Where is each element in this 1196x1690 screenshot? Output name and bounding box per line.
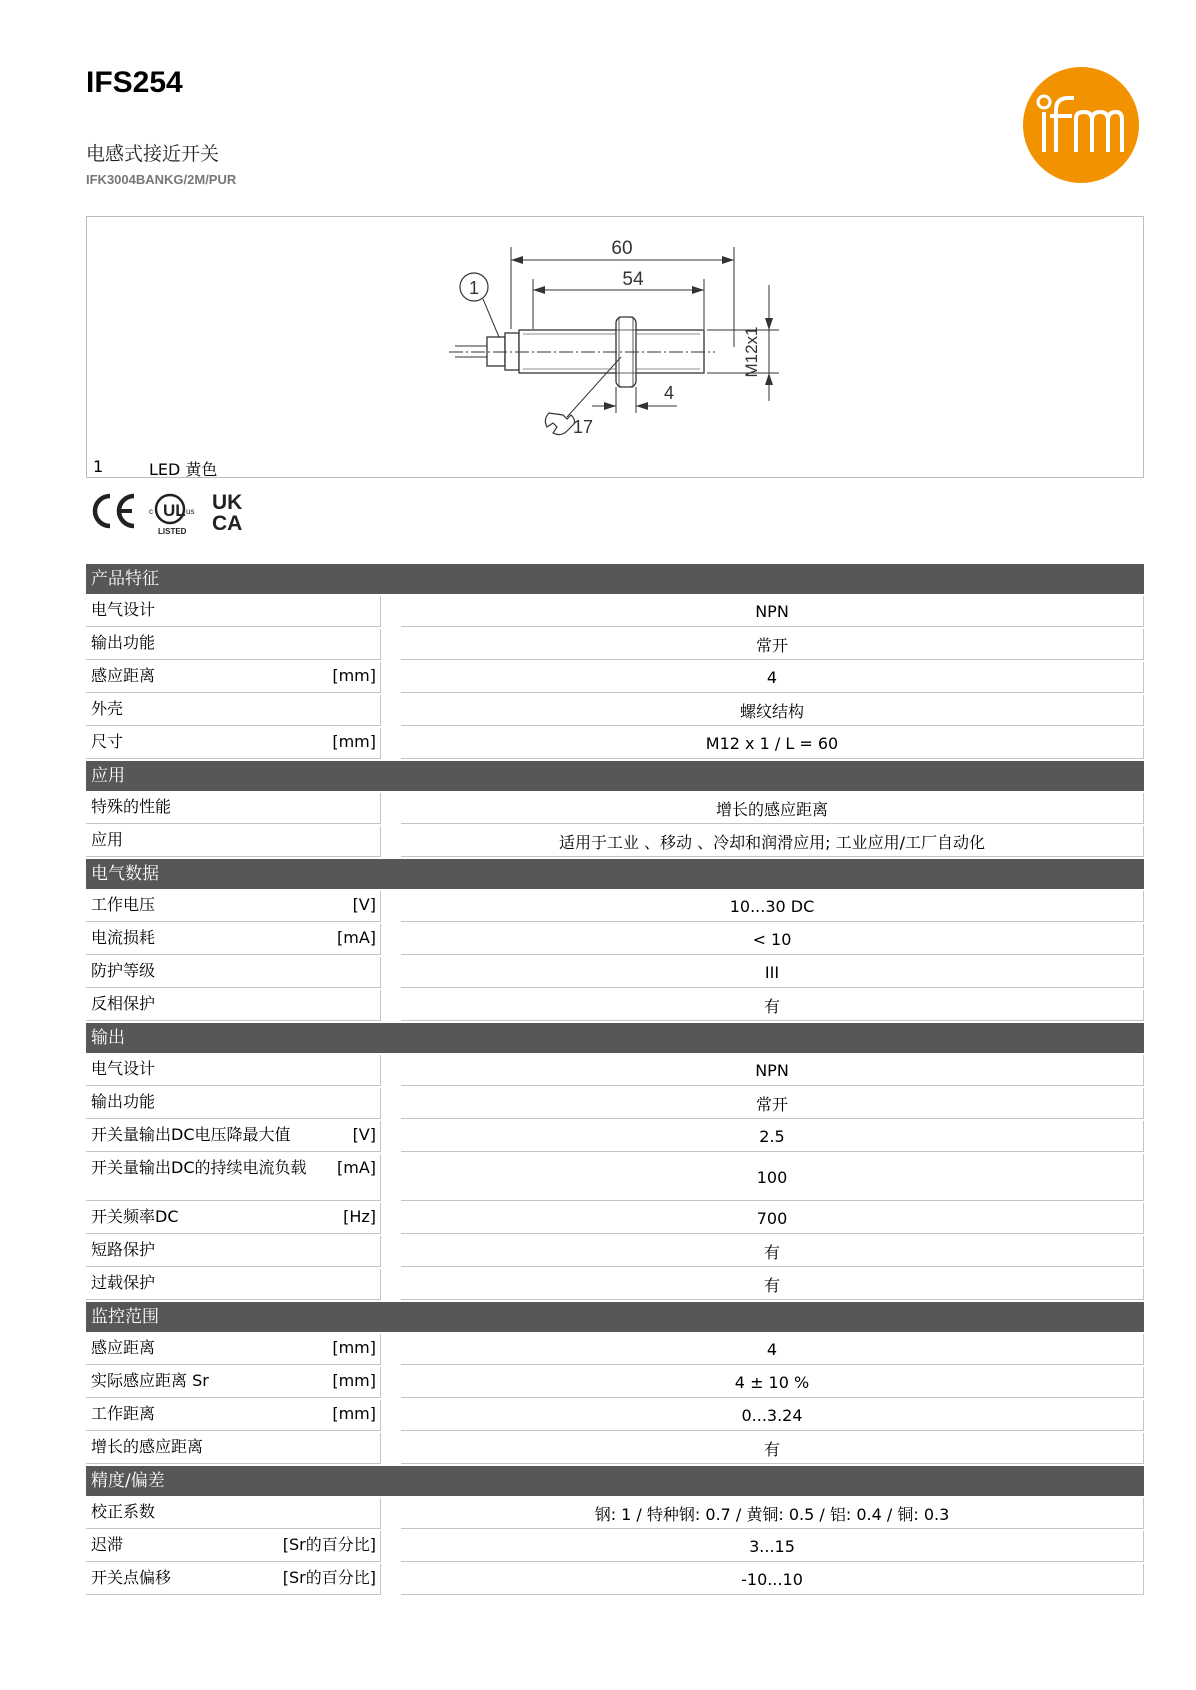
spec-row bbox=[86, 1564, 1144, 1595]
spec-value: 2.5 bbox=[401, 1121, 1144, 1152]
spec-label-cell bbox=[86, 1334, 381, 1365]
spec-label: 感应距离 bbox=[91, 1338, 156, 1357]
spec-label-cell bbox=[86, 629, 381, 660]
spec-value: 有 bbox=[401, 990, 1144, 1021]
spec-label: 实际感应距离 Sr bbox=[91, 1371, 209, 1390]
spec-label-cell bbox=[86, 1203, 381, 1234]
svg-text:UK: UK bbox=[212, 491, 243, 514]
spec-label-cell bbox=[86, 793, 381, 824]
callout-number: 1 bbox=[468, 278, 480, 298]
spec-label-cell bbox=[86, 1121, 381, 1152]
svg-text:c: c bbox=[149, 507, 153, 516]
spec-unit bbox=[370, 599, 376, 623]
article-code: IFK3004BANKG/2M/PUR bbox=[86, 172, 237, 187]
dim-total-label: 60 bbox=[611, 238, 633, 259]
spec-label: 校正系数 bbox=[91, 1502, 156, 1521]
dim-nut-label: 4 bbox=[663, 383, 675, 403]
spec-value: -10...10 bbox=[401, 1564, 1144, 1595]
spec-unit: [mA] bbox=[336, 1158, 376, 1177]
spec-value: 常开 bbox=[401, 1088, 1144, 1119]
spec-row bbox=[86, 924, 1144, 955]
dim-m12-label: M12x1 bbox=[742, 326, 761, 378]
spec-row bbox=[86, 662, 1144, 693]
spec-unit bbox=[370, 960, 376, 984]
spec-value: M12 x 1 / L = 60 bbox=[401, 728, 1144, 759]
spec-row bbox=[86, 1433, 1144, 1464]
spec-row bbox=[86, 891, 1144, 922]
spec-value: 有 bbox=[401, 1433, 1144, 1464]
spec-label-cell bbox=[86, 826, 381, 857]
spec-label-cell bbox=[86, 1236, 381, 1267]
product-title: IFS254 bbox=[86, 66, 183, 99]
spec-label: 开关量输出DC的持续电流负载 bbox=[91, 1158, 307, 1177]
spec-label: 防护等级 bbox=[91, 961, 156, 980]
spec-label: 开关量输出DC电压降最大值 bbox=[91, 1125, 291, 1144]
spec-label: 感应距离 bbox=[91, 666, 156, 685]
ul-listed-mark bbox=[149, 495, 194, 536]
spec-unit bbox=[370, 1239, 376, 1263]
spec-value: 10...30 DC bbox=[401, 891, 1144, 922]
ukca-mark bbox=[212, 491, 242, 535]
ce-mark bbox=[95, 496, 134, 526]
logo-text: ifm bbox=[1052, 147, 1055, 149]
spec-label: 应用 bbox=[91, 830, 124, 849]
spec-row bbox=[86, 990, 1144, 1021]
spec-unit: [mm] bbox=[332, 666, 376, 685]
product-subtitle: 电感式接近开关 bbox=[86, 143, 220, 165]
legend-number: 1 bbox=[93, 457, 104, 476]
spec-value: 0...3.24 bbox=[401, 1400, 1144, 1431]
spec-row bbox=[86, 1121, 1144, 1152]
spec-label-cell bbox=[86, 1269, 381, 1300]
spec-label-cell bbox=[86, 728, 381, 759]
spec-value: 有 bbox=[401, 1269, 1144, 1300]
spec-label: 开关频率DC bbox=[91, 1207, 179, 1226]
spec-value: 4 bbox=[401, 662, 1144, 693]
spec-value: 100 bbox=[401, 1154, 1144, 1201]
spec-row bbox=[86, 957, 1144, 988]
spec-value: 有 bbox=[401, 1236, 1144, 1267]
spec-unit bbox=[370, 1436, 376, 1460]
spec-value: 常开 bbox=[401, 629, 1144, 660]
spec-label-cell bbox=[86, 695, 381, 726]
spec-value: 螺纹结构 bbox=[401, 695, 1144, 726]
spec-label-cell bbox=[86, 1433, 381, 1464]
spec-label-cell bbox=[86, 1400, 381, 1431]
ifm-logo bbox=[1022, 66, 1140, 184]
spec-value: < 10 bbox=[401, 924, 1144, 955]
spec-label: 特殊的性能 bbox=[91, 797, 172, 816]
spec-label: 尺寸 bbox=[91, 732, 124, 751]
spec-unit: [mm] bbox=[332, 1338, 376, 1357]
spec-label-cell bbox=[86, 924, 381, 955]
spec-label: 电气设计 bbox=[91, 1059, 156, 1078]
spec-label: 工作电压 bbox=[91, 895, 156, 914]
spec-label-cell bbox=[86, 891, 381, 922]
spec-unit bbox=[370, 993, 376, 1017]
spec-label-cell bbox=[86, 990, 381, 1021]
spec-label-cell bbox=[86, 596, 381, 627]
spec-label: 反相保护 bbox=[91, 994, 156, 1013]
spec-row bbox=[86, 793, 1144, 824]
certification-marks bbox=[92, 488, 262, 538]
section-header: 输出 bbox=[86, 1023, 1144, 1053]
section-header: 监控范围 bbox=[86, 1302, 1144, 1332]
spec-value: III bbox=[401, 957, 1144, 988]
spec-row bbox=[86, 1269, 1144, 1300]
spec-label: 迟滞 bbox=[91, 1535, 124, 1554]
spec-label: 短路保护 bbox=[91, 1240, 156, 1259]
spec-unit: [Hz] bbox=[343, 1207, 376, 1226]
spec-label-cell bbox=[86, 1531, 381, 1562]
spec-unit bbox=[370, 698, 376, 722]
spec-label-cell bbox=[86, 1498, 381, 1529]
spec-row bbox=[86, 1088, 1144, 1119]
spec-label-cell bbox=[86, 662, 381, 693]
spec-label: 过载保护 bbox=[91, 1273, 156, 1292]
wrench-icon bbox=[545, 413, 574, 435]
spec-unit bbox=[370, 829, 376, 853]
spec-label: 工作距离 bbox=[91, 1404, 156, 1423]
spec-unit: [mm] bbox=[332, 732, 376, 751]
spec-label: 开关点偏移 bbox=[91, 1568, 172, 1587]
spec-label: 输出功能 bbox=[91, 1092, 156, 1111]
spec-value: 增长的感应距离 bbox=[401, 793, 1144, 824]
spec-row bbox=[86, 629, 1144, 660]
spec-unit: [Sr的百分比] bbox=[282, 1535, 376, 1554]
spec-unit: [mm] bbox=[332, 1371, 376, 1390]
spec-row bbox=[86, 1400, 1144, 1431]
spec-row bbox=[86, 1055, 1144, 1086]
spec-value: 4 ± 10 % bbox=[401, 1367, 1144, 1398]
spec-label: 外壳 bbox=[91, 699, 124, 718]
spec-unit bbox=[370, 1272, 376, 1296]
spec-unit: [V] bbox=[352, 895, 376, 914]
spec-row bbox=[86, 596, 1144, 627]
dim-thread-label: 54 bbox=[622, 269, 644, 290]
spec-value: 4 bbox=[401, 1334, 1144, 1365]
section-header: 电气数据 bbox=[86, 859, 1144, 889]
dimension-drawing bbox=[86, 216, 1144, 478]
spec-label-cell bbox=[86, 1564, 381, 1595]
spec-row bbox=[86, 826, 1144, 857]
spec-value: NPN bbox=[401, 596, 1144, 627]
spec-unit bbox=[370, 796, 376, 820]
spec-row bbox=[86, 728, 1144, 759]
spec-label: 电流损耗 bbox=[91, 928, 156, 947]
spec-row bbox=[86, 1154, 1144, 1201]
spec-value: 适用于工业 、移动 、冷却和润滑应用; 工业应用/工厂自动化 bbox=[401, 826, 1144, 857]
spec-unit: [mm] bbox=[332, 1404, 376, 1423]
spec-row bbox=[86, 1498, 1144, 1529]
spec-row bbox=[86, 1367, 1144, 1398]
spec-row bbox=[86, 1203, 1144, 1234]
spec-row bbox=[86, 1236, 1144, 1267]
spec-unit bbox=[370, 1091, 376, 1115]
spec-unit bbox=[370, 1058, 376, 1082]
spec-unit: [Sr的百分比] bbox=[282, 1568, 376, 1587]
spec-row bbox=[86, 1334, 1144, 1365]
spec-label: 增长的感应距离 bbox=[91, 1437, 204, 1456]
spec-value: NPN bbox=[401, 1055, 1144, 1086]
spec-unit bbox=[370, 632, 376, 656]
svg-text:UL: UL bbox=[163, 501, 186, 520]
spec-row bbox=[86, 1531, 1144, 1562]
section-header: 应用 bbox=[86, 761, 1144, 791]
spec-label: 输出功能 bbox=[91, 633, 156, 652]
spec-table bbox=[86, 564, 1144, 1597]
spec-label-cell bbox=[86, 1088, 381, 1119]
spec-label-cell bbox=[86, 1367, 381, 1398]
spec-value: 700 bbox=[401, 1203, 1144, 1234]
spec-value: 钢: 1 / 特种钢: 0.7 / 黄铜: 0.5 / 铝: 0.4 / 铜: 0.3 bbox=[401, 1498, 1144, 1529]
svg-text:us: us bbox=[186, 507, 195, 516]
svg-text:LISTED: LISTED bbox=[158, 527, 187, 536]
spec-value: 3...15 bbox=[401, 1531, 1144, 1562]
spec-label-cell bbox=[86, 1154, 381, 1201]
spec-row bbox=[86, 695, 1144, 726]
sensor-dimension-svg bbox=[87, 217, 1145, 479]
legend-text: LED 黄色 bbox=[149, 460, 218, 479]
section-header: 精度/偏差 bbox=[86, 1466, 1144, 1496]
section-header: 产品特征 bbox=[86, 564, 1144, 594]
svg-text:CA: CA bbox=[212, 512, 243, 535]
spec-label-cell bbox=[86, 957, 381, 988]
spec-label: 电气设计 bbox=[91, 600, 156, 619]
spec-unit bbox=[370, 1501, 376, 1525]
dim-wrench-label: 17 bbox=[573, 417, 594, 437]
spec-unit: [V] bbox=[352, 1125, 376, 1144]
spec-unit: [mA] bbox=[336, 928, 376, 947]
spec-label-cell bbox=[86, 1055, 381, 1086]
